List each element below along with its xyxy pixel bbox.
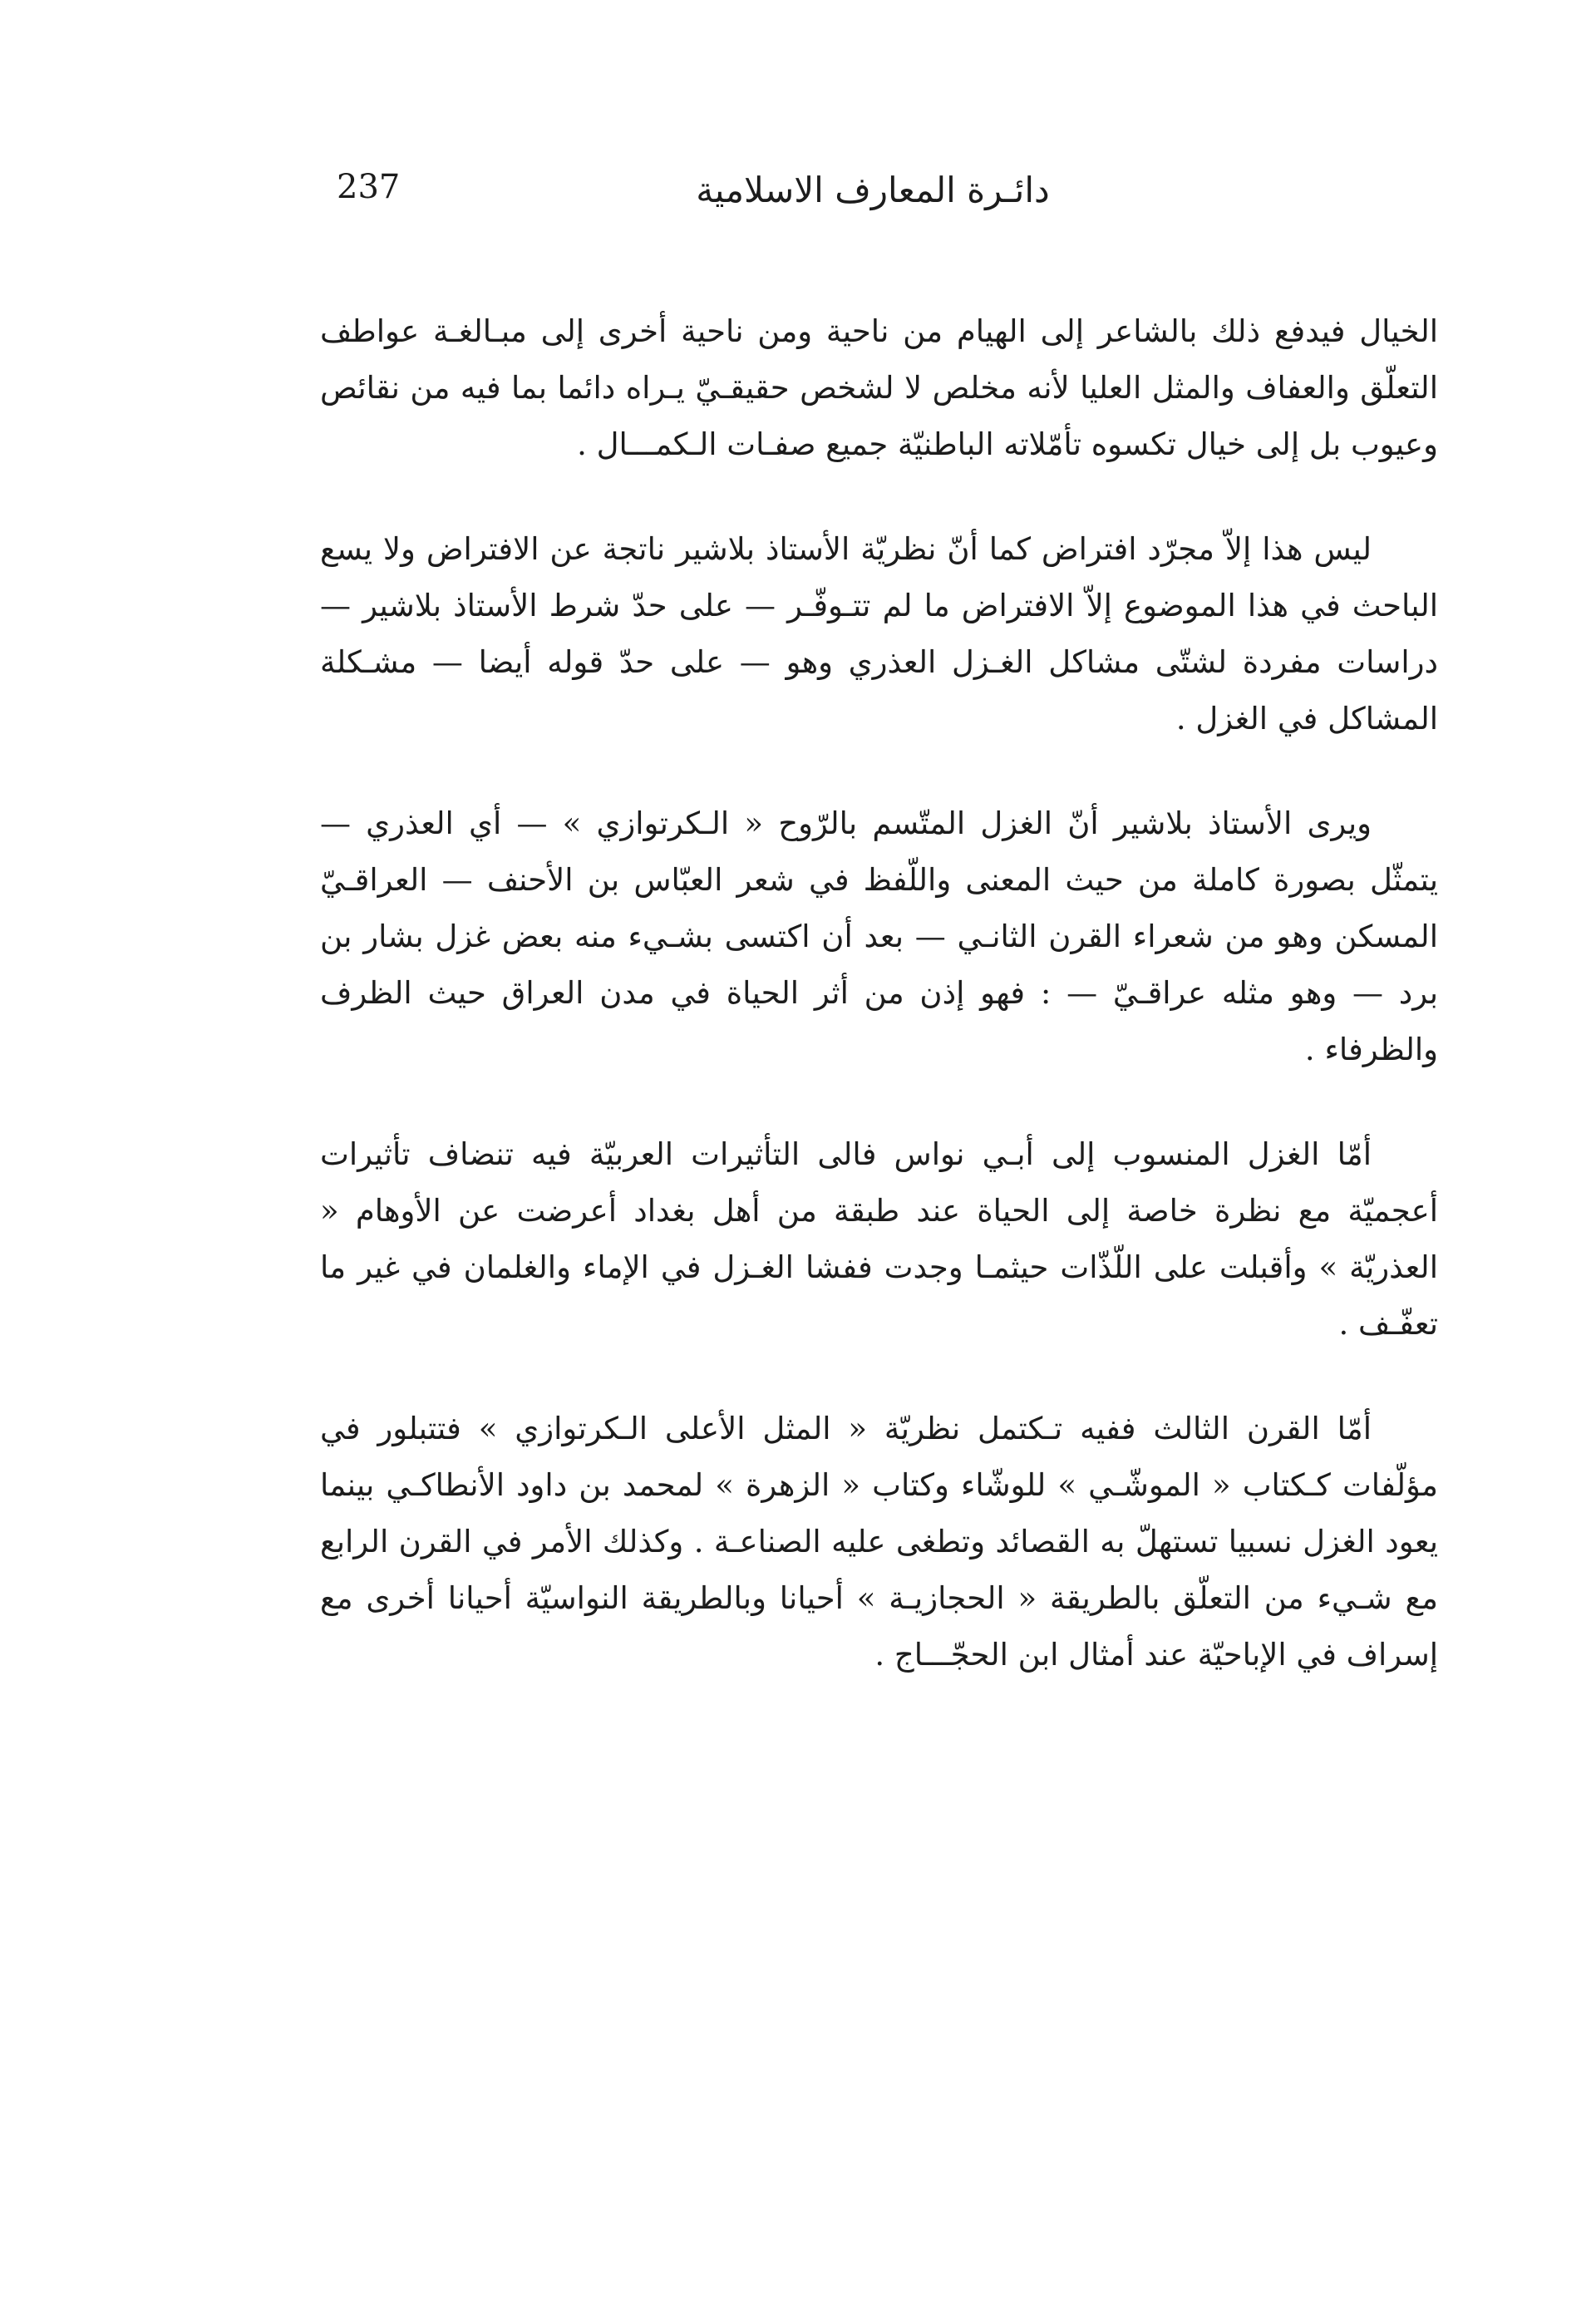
paragraph-1: الخيال فيدفع ذلك بالشاعر إلى الهيام من ناحية ومن ناحية أخرى إلى مبـالغـة عواطف التعلّق والعفاف والمثل العليا لأنه مخلص لا لشخص حقيقـيّ يـراه دائما بما فيه من نقائص وعيوب بل إلى خيال تكسوه تأمّلاته الباطنيّة جميع صفـات الـكمـــال . bbox=[320, 313, 1438, 462]
paragraph-5: أمّا القرن الثالث ففيه تـكتمل نظريّة « المثل الأعلى الـكرتوازي » فتتبلور في مؤلّفات كـكتاب « الموشّـي » للوشّاء وكتاب « الزهرة » لمحمد بن داود الأنطاكـي بينما يعود الغزل نسبيا تستهلّ به القصائد وتطغى عليه الصناعـة . وكذلك الأمر في القرن الرابع مع شـيء من التعلّق بالطريقة « الحجازيـة » أحيانا وبالطريقة النواسيّة أحيانا أخرى مع إسراف في الإباحيّة عند أمثال ابن الحجّـــاج . bbox=[320, 1411, 1438, 1673]
paragraph-2: ليس هذا إلاّ مجرّد افتراض كما أنّ نظريّة الأستاذ بلاشير ناتجة عن الافتراض ولا يسع الباحث في هذا الموضوع إلاّ الافتراض ما لم تتـوفّـر — على حدّ شرط الأستاذ بلاشير — دراسات مفردة لشتّى مشاكل الغـزل العذري وهو — على حدّ قوله أيضا — مشـكلة المشاكل في الغزل . bbox=[320, 531, 1438, 737]
paragraph-4: أمّا الغزل المنسوب إلى أبـي نواس فالى التأثيرات العربيّة فيه تنضاف تأثيرات أعجميّة مع نظرة خاصة إلى الحياة عند طبقة من أهل بغداد أعرضت عن الأوهام « العذريّة » وأقبلت على اللّذّات حيثمـا وجدت ففشا الغـزل في الإماء والغلمان في غير ما تعفّـف . bbox=[320, 1136, 1438, 1342]
body-text bbox=[320, 303, 1438, 1683]
running-header-title: دائـرة المعارف الاسلامية bbox=[696, 170, 1050, 210]
paragraph-3: ويرى الأستاذ بلاشير أنّ الغزل المتّسم بالرّوح « الـكرتوازي » — أي العذري — يتمثّل بصورة كاملة من حيث المعنى واللّفظ في شعر العبّاس بن الأحنف — العراقـيّ المسكن وهو من شعراء القرن الثانـي — بعد أن اكتسى بشـيء منه بعض غزل بشار بن برد — وهو مثله عراقـيّ — : فهو إذن من أثر الحياة في مدن العراق حيث الظرف والظرفاء . bbox=[320, 806, 1438, 1067]
page-number: 237 bbox=[337, 168, 401, 206]
